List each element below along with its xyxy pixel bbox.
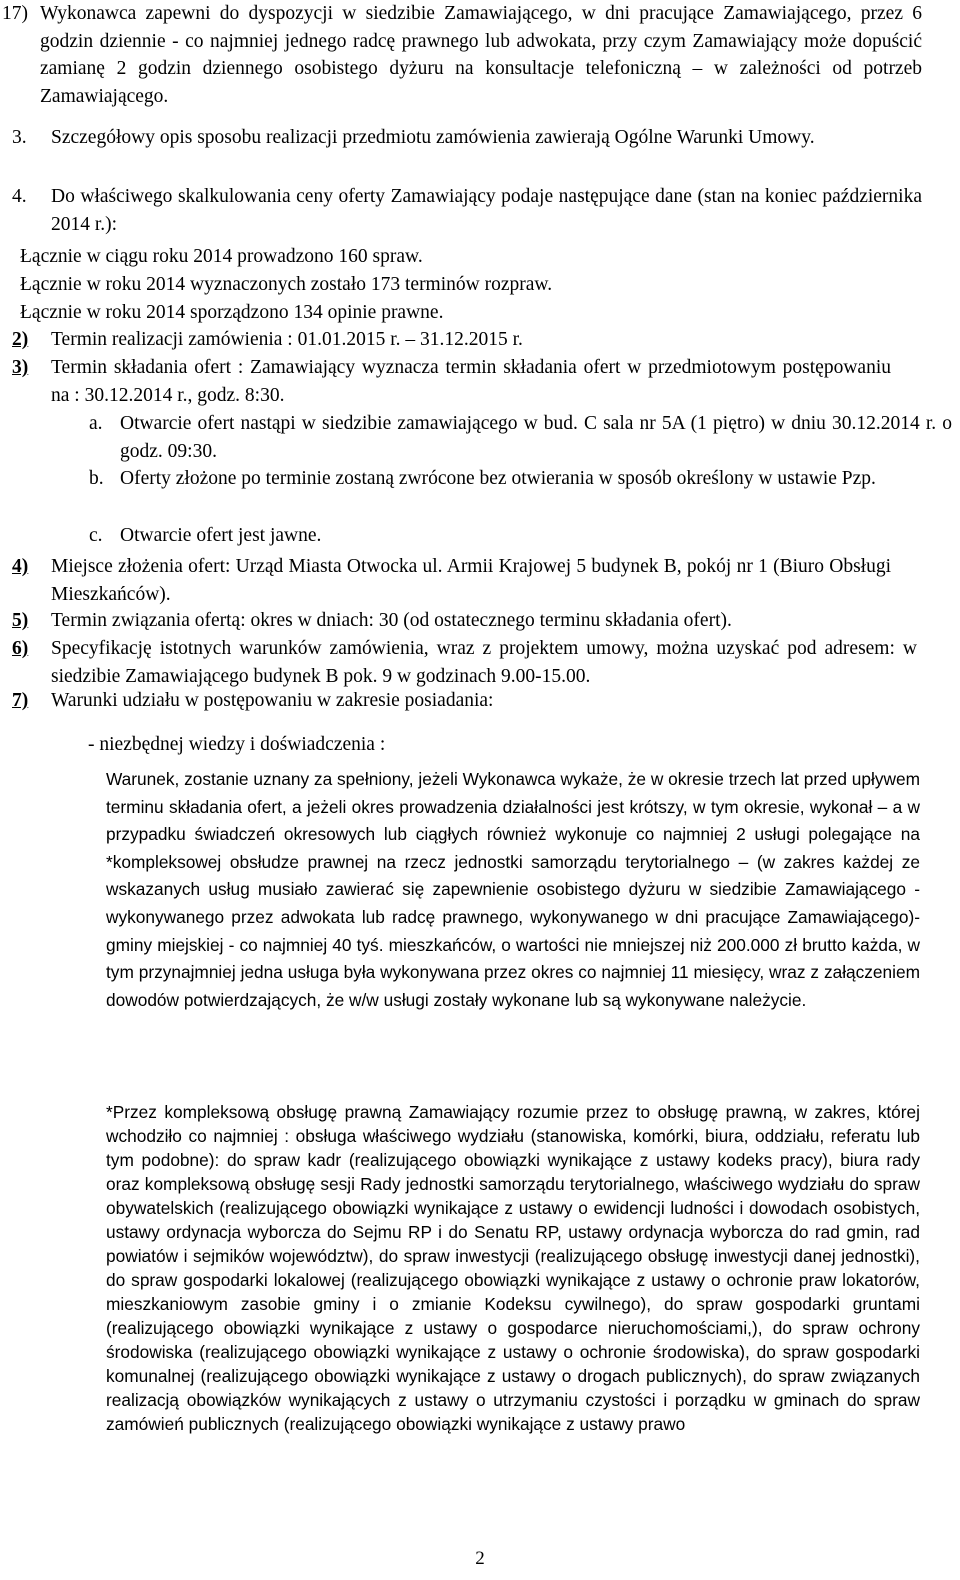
item-3-text: Szczegółowy opis sposobu realizacji przedmiotu zamówienia zawierają Ogólne Warunki Umowy. <box>51 127 815 148</box>
section-3-number: 3) <box>12 357 29 378</box>
condition-paragraph: Warunek, zostanie uznany za spełniony, jeżeli Wykonawca wykaże, że w okresie trzech lat przed upływem terminu składania ofert, a jeżeli okres prowadzenia działalności jest krótszy, w tym okresie, wykonał – a w przypadku świadczeń okresowych lub ciągłych również wykonuje co najmniej 2 usługi polegające na *kompleksowej obsłudze prawnej na rzecz jednostki samorządu terytorialnego – (w zakres każdej ze wskazanych usług musiało zawierać się zapewnienie osobistego dyżuru w siedzibie Zamawiającego - wykonywanego przez adwokata lub radcę prawnego, wykonywanego w dni pracujące Zamawiającego)- gminy miejskiej - co najmniej 40 tyś. mieszkańców, o wartości nie mniejszej niż 200.000 zł brutto każda, w tym przynajmniej jedna usługa była wykonywana przez okres co najmniej 11 miesięcy, wraz z załączeniem dowodów potwierdzających, że w/w usługi zostały wykonane lub są wykonywane należycie. <box>106 769 920 1010</box>
stat-line: Łącznie w ciągu roku 2014 prowadzono 160 spraw. <box>20 246 423 267</box>
section-6-text: Specyfikację istotnych warunków zamówienia, wraz z projektem umowy, można uzyskać pod adresem: w siedzibie Zamawiającego budynek B pok. 9 w godzinach 9.00-15.00. <box>51 638 917 687</box>
stat-line: Łącznie w roku 2014 sporządzono 134 opinie prawne. <box>20 302 444 323</box>
section-4-text: Miejsce złożenia ofert: Urząd Miasta Otwocka ul. Armii Krajowej 5 budynek B, pokój nr 1 (Biuro Obsługi Mieszkańców). <box>51 556 891 605</box>
section-3-sub-c-letter: c. <box>89 525 103 546</box>
section-3-sub-b-text: Oferty złożone po terminie zostaną zwrócone bez otwierania w sposób określony w ustawie Pzp. <box>120 468 876 489</box>
section-3-sub-c-text: Otwarcie ofert jest jawne. <box>120 525 322 546</box>
item-4-text: Do właściwego skalkulowania ceny oferty Zamawiający podaje następujące dane (stan na koniec października 2014 r.): <box>51 186 922 235</box>
stat-line: Łącznie w roku 2014 wyznaczonych zostało 173 terminów rozpraw. <box>20 274 553 295</box>
section-3-sub-a-text: Otwarcie ofert nastąpi w siedzibie zamawiającego w bud. C sala nr 5A (1 piętro) w dniu 30.12.2014 r. o godz. 09:30. <box>120 413 952 462</box>
section-7-text: Warunki udziału w postępowaniu w zakresie posiadania: <box>51 690 494 711</box>
page-number: 2 <box>475 1548 485 1569</box>
item-4-number: 4. <box>12 186 27 207</box>
section-7-number: 7) <box>12 690 29 711</box>
section-4-number: 4) <box>12 556 29 577</box>
section-7-subheading: - niezbędnej wiedzy i doświadczenia : <box>88 734 386 755</box>
section-5-text: Termin związania ofertą: okres w dniach: 30 (od ostatecznego terminu składania ofert). <box>51 610 732 631</box>
footnote-paragraph: *Przez kompleksową obsługę prawną Zamawiający rozumie przez to obsługę prawną, w zakres, której wchodziło co najmniej : obsługa właściwego wydziału (stanowiska, komórki, biura, oddziału, referatu lub tym podobne): do spraw kadr (realizującego obowiązki wynikające z ustawy kodeks pracy), biura rady oraz kompleksową obsługę sesji Rady jednostki samorządu terytorialnego, właściwego wydziału do spraw obywatelskich (realizującego obowiązki wynikające z ustawy o ewidencji ludności i dowodach osobistych, ustawy ordynacja wyborcza do Sejmu RP i do Senatu RP, ustawy ordynacja wyborcza do rad gmin, rad powiatów i sejmików województw), do spraw inwestycji (realizującego obsługę inwestycji danej jednostki), do spraw gospodarki lokalowej (realizującego obowiązki wynikające z ustawy o ochronie praw lokatorów, mieszkaniowym zasobie gminy i o zmianie Kodeksu cywilnego), do spraw gospodarki gruntami (realizującego obowiązki wynikające z ustawy o gospodarce nieruchomościami,), do spraw ochrony środowiska (realizującego obowiązki wynikające z ustawy o ochronie środowiska), do spraw gospodarki komunalnej (realizującego obowiązki wynikające z ustawy o drogach publicznych), do spraw związanych realizacją obowiązków wynikających z ustawy o utrzymaniu czystości i porządku w gminach do spraw zamówień publicznych (realizującego obowiązki wynikające z ustawy prawo <box>106 1102 920 1434</box>
section-3-sub-a-letter: a. <box>89 413 103 434</box>
section-2-number: 2) <box>12 329 29 350</box>
section-3-text: Termin składania ofert : Zamawiający wyznacza termin składania ofert w przedmiotowym postępowaniu na : 30.12.2014 r., godz. 8:30. <box>51 357 891 406</box>
section-5-number: 5) <box>12 610 29 631</box>
section-2-text: Termin realizacji zamówienia : 01.01.2015 r. – 31.12.2015 r. <box>51 329 523 350</box>
item-17-number: 17) <box>2 3 28 24</box>
section-6-number: 6) <box>12 638 29 659</box>
item-17-text: Wykonawca zapewni do dyspozycji w siedzibie Zamawiającego, w dni pracujące Zamawiającego, przez 6 godzin dziennie - co najmniej jednego radcę prawnego lub adwokata, przy czym Zamawiający może dopuścić zamianę 2 godzin dziennego osobistego dyżuru na konsultacje telefoniczną – w zależności od potrzeb Zamawiającego. <box>40 3 922 107</box>
section-3-sub-b-letter: b. <box>89 468 104 489</box>
item-3-number: 3. <box>12 127 27 148</box>
